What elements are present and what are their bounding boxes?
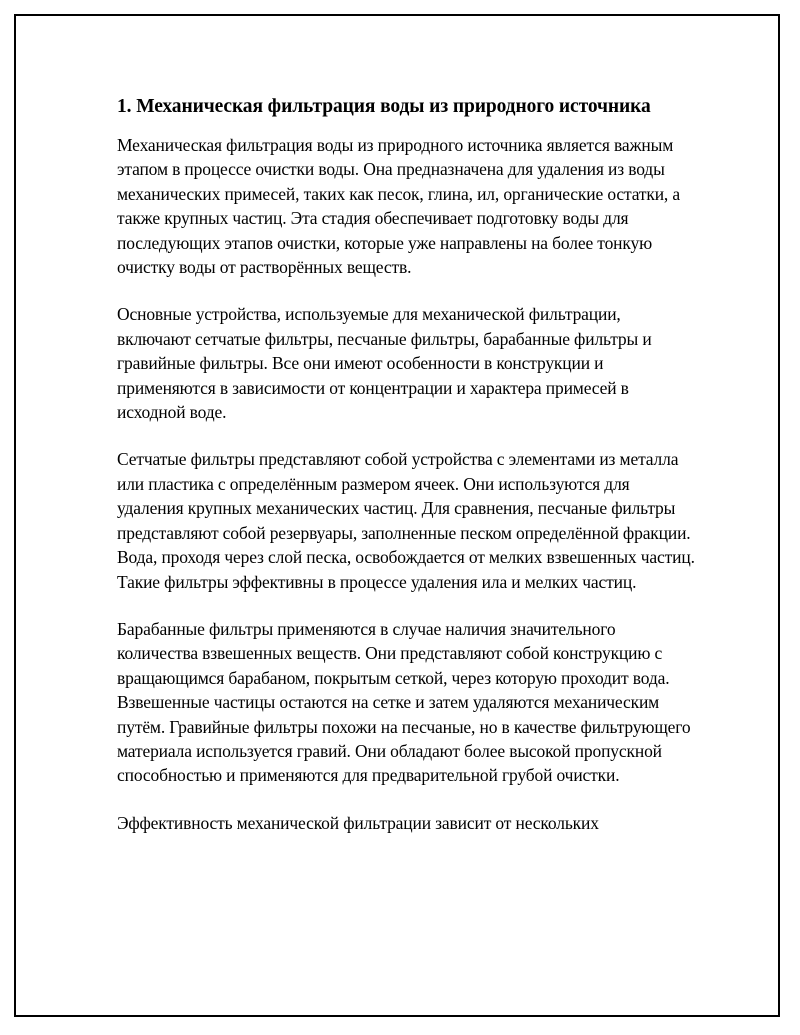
paragraph-intro: Механическая фильтрация воды из природного источника является важным этапом в процессе очистки воды. Она предназначена для удаления из воды механических примесей, таких как песок, глина, ил, органические остатки, а также крупных частиц. Эта стадия обеспечивает подготовку воды для последующих этапов очистки, которые уже направлены на более тонкую очистку воды от растворённых веществ.	[117, 135, 680, 278]
paragraph-efficiency: Эффективность механической фильтрации зависит от нескольких	[117, 812, 599, 833]
paragraph-drum-gravel-filters: Барабанные фильтры применяются в случае наличия значительного количества взвешенных веществ. Они представляют собой конструкцию с вращающимся барабаном, покрытым сеткой, через которую проходит вода. Взвешенные частицы остаются на сетке и затем удаляются механическим путём. Гравийные фильтры похожи на песчаные, но в качестве фильтрующего материала используется гравий. Они обладают более высокой пропускной способностью и применяются для предварительной грубой очистки.	[117, 618, 691, 786]
document-body	[117, 93, 697, 858]
paragraph-devices: Основные устройства, используемые для механической фильтрации, включают сетчатые фильтры, песчаные фильтры, барабанные фильтры и гравийные фильтры. Все они имеют особенности в конструкции и применяются в зависимости от концентрации и характера примесей в исходной воде.	[117, 304, 652, 423]
section-title: 1. Механическая фильтрация воды из природного источника	[117, 96, 651, 117]
paragraph-mesh-sand-filters: Сетчатые фильтры представляют собой устройства с элементами из металла или пластика с определённым размером ячеек. Они используются для удаления крупных механических частиц. Для сравнения, песчаные фильтры представляют собой резервуары, заполненные песком определённой фракции. Вода, проходя через слой песка, освобождается от мелких взвешенных частиц. Такие фильтры эффективны в процессе удаления ила и мелких частиц.	[117, 449, 695, 592]
